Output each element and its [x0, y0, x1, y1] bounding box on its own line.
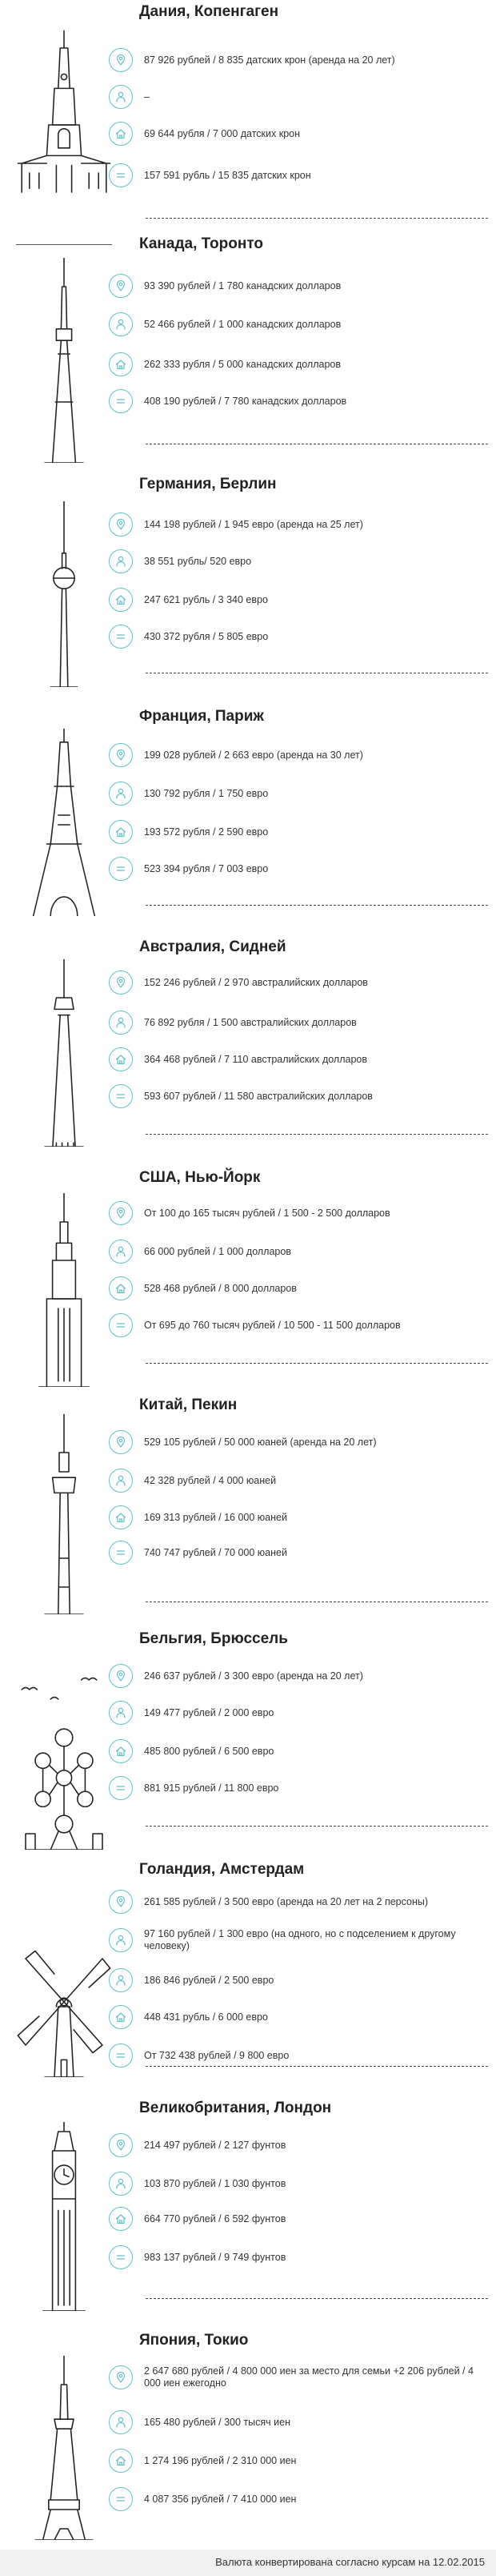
cost-item	[109, 512, 485, 538]
cost-item	[109, 1201, 485, 1227]
home-icon	[109, 2005, 133, 2029]
cost-item	[109, 782, 485, 807]
city-title: Япония, Токио	[139, 2332, 249, 2349]
cost-text: 169 313 рублей / 16 000 юаней	[144, 1511, 287, 1523]
city-title: Китай, Пекин	[139, 1397, 238, 1413]
equals-icon	[109, 2487, 133, 2511]
cost-text: 2 647 680 рублей / 4 800 000 иен за место для семьи +2 206 рублей / 4 000 иен ежегодно	[144, 2365, 474, 2389]
cost-text: 186 846 рублей / 2 500 евро	[144, 1974, 274, 1986]
section-divider	[146, 1601, 488, 1602]
cost-item	[109, 352, 485, 378]
home-icon	[109, 588, 133, 612]
location-pin-icon	[109, 48, 133, 72]
sydney-tower-icon	[16, 959, 112, 1147]
landmark-illustration	[16, 1193, 112, 1391]
footer-note: Валюта конвертирована согласно курсам на 12.02.2015	[215, 2556, 485, 2568]
tokyo-tower-icon	[16, 2356, 112, 2540]
location-pin-icon	[109, 1430, 133, 1454]
cost-item	[109, 1505, 485, 1531]
cost-text: 448 431 рубль / 6 000 евро	[144, 2011, 268, 2023]
section-divider	[146, 218, 488, 219]
cost-text: 93 390 рублей / 1 780 канадских долларов	[144, 279, 342, 291]
copenhagen-church-icon	[16, 29, 112, 245]
cost-item	[109, 48, 485, 74]
location-pin-icon	[109, 1890, 133, 1914]
cost-item	[109, 389, 485, 415]
cost-item	[109, 2172, 485, 2197]
person-icon	[109, 1469, 133, 1493]
cost-item	[109, 2005, 485, 2031]
home-icon	[109, 820, 133, 844]
home-icon	[109, 1739, 133, 1763]
cost-item	[109, 2245, 485, 2271]
cost-text: 529 105 рублей / 50 000 юаней (аренда на 20 лет)	[144, 1436, 377, 1448]
person-icon	[109, 2410, 133, 2434]
equals-icon	[109, 389, 133, 413]
cn-tower-icon	[16, 258, 112, 463]
equals-icon	[109, 1541, 133, 1565]
section-divider	[146, 1363, 488, 1364]
home-icon	[109, 1505, 133, 1529]
cost-item	[109, 1890, 485, 1915]
cost-item	[109, 2207, 485, 2232]
cost-item	[109, 1739, 485, 1765]
cost-item	[109, 1240, 485, 1265]
cost-text: 165 480 рублей / 300 тысяч иен	[144, 2416, 290, 2428]
landmark-illustration	[16, 501, 112, 691]
landmark-illustration	[16, 1920, 112, 2081]
location-pin-icon	[109, 2133, 133, 2157]
home-icon	[109, 1047, 133, 1071]
city-title: Великобритания, Лондон	[139, 2100, 332, 2116]
cost-item	[109, 1776, 485, 1802]
cost-text: 38 551 рубль/ 520 евро	[144, 555, 252, 567]
city-title: Голандия, Амстердам	[139, 1861, 305, 1878]
home-icon	[109, 122, 133, 146]
location-pin-icon	[109, 274, 133, 298]
cost-item	[109, 1313, 485, 1339]
cost-item	[109, 857, 485, 882]
person-icon	[109, 1928, 133, 1952]
equals-icon	[109, 1084, 133, 1108]
cost-item	[109, 2449, 485, 2474]
cost-item	[109, 1047, 485, 1073]
cost-item	[109, 1928, 485, 1954]
landmark-illustration	[16, 1414, 112, 1618]
person-icon	[109, 1011, 133, 1035]
cost-text: 193 572 рубля / 2 590 евро	[144, 826, 269, 838]
city-title: Германия, Берлин	[139, 476, 277, 492]
cost-text: 69 644 рубля / 7 000 датских крон	[144, 127, 300, 139]
cost-item	[109, 1084, 485, 1110]
home-icon	[109, 2207, 133, 2231]
cost-text: 42 328 рублей / 4 000 юаней	[144, 1474, 277, 1486]
landmark-illustration	[16, 729, 112, 920]
cost-item	[109, 122, 485, 147]
equals-icon	[109, 1776, 133, 1800]
equals-icon	[109, 2245, 133, 2269]
cost-item	[109, 274, 485, 299]
section-divider	[146, 1826, 488, 1827]
person-icon	[109, 1240, 133, 1264]
cost-text: 593 607 рублей / 11 580 австралийских долларов	[144, 1090, 373, 1102]
cost-text: 144 198 рублей / 1 945 евро (аренда на 25 лет)	[144, 518, 363, 530]
atomium-icon	[16, 1670, 112, 1850]
equals-icon	[109, 625, 133, 649]
person-icon	[109, 782, 133, 806]
cost-text: 149 477 рублей / 2 000 евро	[144, 1706, 274, 1718]
cost-item	[109, 1011, 485, 1036]
cost-item	[109, 312, 485, 338]
location-pin-icon	[109, 2365, 133, 2389]
cost-text: 261 585 рублей / 3 500 евро (аренда на 20 лет на 2 персоны)	[144, 1895, 429, 1907]
section-divider	[146, 905, 488, 906]
cost-text: 364 468 рублей / 7 110 австралийских долларов	[144, 1053, 367, 1065]
beijing-tv-tower-icon	[16, 1414, 112, 1614]
cost-item	[109, 1469, 485, 1494]
cost-text: 52 466 рублей / 1 000 канадских долларов	[144, 318, 342, 330]
cost-item	[109, 2410, 485, 2436]
cost-text: –	[144, 90, 150, 102]
cost-text: От 695 до 760 тысяч рублей / 10 500 - 11 500 долларов	[144, 1319, 401, 1331]
location-pin-icon	[109, 743, 133, 767]
footer-bar	[0, 2550, 496, 2576]
cost-text: 1 274 196 рублей / 2 310 000 иен	[144, 2454, 297, 2466]
cost-item	[109, 85, 485, 111]
location-pin-icon	[109, 971, 133, 995]
cost-text: 983 137 рублей / 9 749 фунтов	[144, 2251, 286, 2263]
eiffel-tower-icon	[16, 729, 112, 916]
windmill-icon	[16, 1920, 112, 2077]
location-pin-icon	[109, 512, 133, 536]
home-icon	[109, 352, 133, 376]
cost-text: 247 621 рубль / 3 340 евро	[144, 593, 268, 605]
person-icon	[109, 85, 133, 109]
cost-item	[109, 588, 485, 613]
landmark-illustration	[16, 258, 112, 467]
cost-item	[109, 743, 485, 769]
landmark-illustration	[16, 959, 112, 1151]
home-icon	[109, 1276, 133, 1300]
cost-text: 881 915 рублей / 11 800 евро	[144, 1782, 279, 1794]
cost-item	[109, 1541, 485, 1566]
cost-text: 246 637 рублей / 3 300 евро (аренда на 20 лет)	[144, 1670, 363, 1682]
cost-text: От 100 до 165 тысяч рублей / 1 500 - 2 500 долларов	[144, 1207, 390, 1219]
berlin-tv-tower-icon	[16, 501, 112, 687]
city-title: Бельгия, Брюссель	[139, 1630, 288, 1647]
section-divider	[146, 2298, 488, 2299]
location-pin-icon	[109, 1201, 133, 1225]
cost-text: 523 394 рубля / 7 003 евро	[144, 862, 269, 874]
cost-text: 87 926 рублей / 8 835 датских крон (аренда на 20 лет)	[144, 54, 395, 66]
equals-icon	[109, 2044, 133, 2068]
equals-icon	[109, 163, 133, 187]
cost-text: 262 333 рубля / 5 000 канадских долларов	[144, 358, 342, 370]
person-icon	[109, 549, 133, 573]
landmark-illustration	[16, 2122, 112, 2315]
cost-text: 430 372 рубля / 5 805 евро	[144, 630, 269, 642]
cost-text: 4 087 356 рублей / 7 410 000 иен	[144, 2493, 297, 2505]
cost-text: 528 468 рублей / 8 000 долларов	[144, 1282, 297, 1294]
section-divider	[146, 2066, 488, 2067]
cost-item	[109, 549, 485, 575]
cost-item	[109, 971, 485, 996]
cost-text: 214 497 рублей / 2 127 фунтов	[144, 2139, 286, 2151]
cost-text: 408 190 рублей / 7 780 канадских долларов	[144, 395, 347, 407]
cost-item	[109, 1430, 485, 1456]
cost-text: 157 591 рубль / 15 835 датских крон	[144, 169, 311, 181]
location-pin-icon	[109, 1664, 133, 1688]
cost-text: 66 000 рублей / 1 000 долларов	[144, 1245, 291, 1257]
landmark-illustration	[16, 2356, 112, 2544]
big-ben-icon	[16, 2122, 112, 2311]
cost-text: От 732 438 рублей / 9 800 евро	[144, 2049, 290, 2061]
person-icon	[109, 2172, 133, 2196]
section-divider	[146, 1134, 488, 1135]
landmark-illustration	[16, 1670, 112, 1854]
person-icon	[109, 312, 133, 336]
city-title: Дания, Копенгаген	[139, 3, 279, 20]
cost-item	[109, 625, 485, 650]
home-icon	[109, 2449, 133, 2473]
cost-text: 97 160 рублей / 1 300 евро (на одного, но с подселением к другому человеку)	[144, 1928, 456, 1951]
cost-text: 740 747 рублей / 70 000 юаней	[144, 1546, 287, 1558]
cost-item	[109, 1701, 485, 1726]
cost-item	[109, 1968, 485, 1994]
cost-text: 152 246 рублей / 2 970 австралийских долларов	[144, 976, 368, 988]
cost-item	[109, 1276, 485, 1302]
cost-item	[109, 163, 485, 189]
city-title: Франция, Париж	[139, 708, 264, 725]
equals-icon	[109, 857, 133, 881]
cost-text: 76 892 рубля / 1 500 австралийских долларов	[144, 1016, 357, 1028]
city-title: Австралия, Сидней	[139, 938, 286, 955]
cost-item	[109, 1664, 485, 1690]
cost-item	[109, 820, 485, 846]
equals-icon	[109, 1313, 133, 1337]
cost-item	[109, 2487, 485, 2513]
cost-text: 664 770 рублей / 6 592 фунтов	[144, 2212, 286, 2224]
person-icon	[109, 1968, 133, 1992]
cost-text: 485 800 рублей / 6 500 евро	[144, 1745, 274, 1757]
cost-text: 199 028 рублей / 2 663 евро (аренда на 30 лет)	[144, 749, 363, 761]
city-title: США, Нью-Йорк	[139, 1169, 261, 1186]
empire-state-building-icon	[16, 1193, 112, 1387]
city-title: Канада, Торонто	[139, 235, 263, 252]
landmark-illustration	[16, 29, 112, 249]
cost-item	[109, 2133, 485, 2159]
cost-text: 103 870 рублей / 1 030 фунтов	[144, 2177, 286, 2189]
cost-text: 130 792 рубля / 1 750 евро	[144, 787, 269, 799]
cost-item	[109, 2365, 485, 2391]
person-icon	[109, 1701, 133, 1725]
